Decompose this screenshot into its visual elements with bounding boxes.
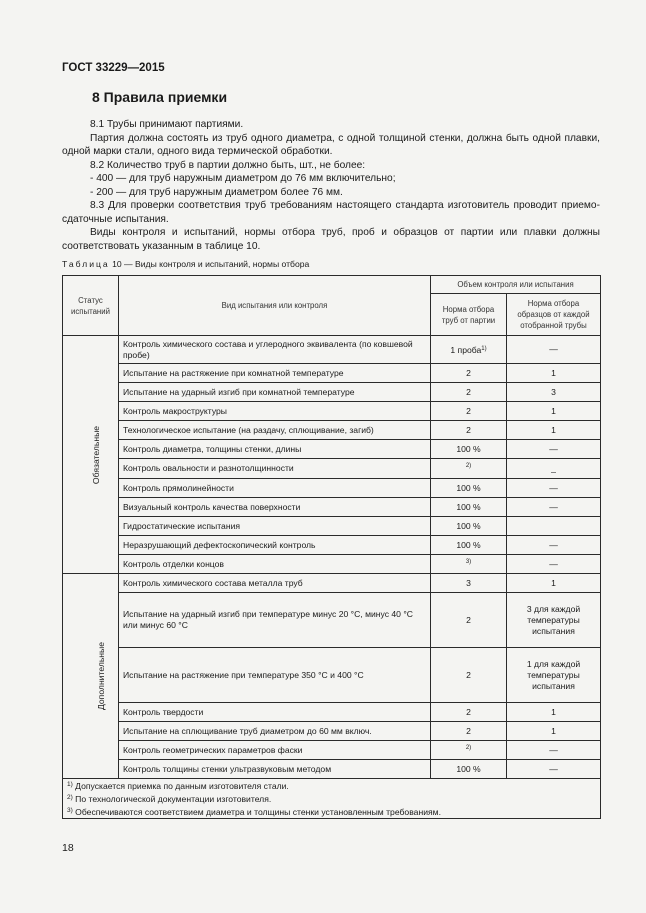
table-row xyxy=(63,459,601,479)
table-row xyxy=(63,421,601,440)
table-row xyxy=(63,364,601,383)
norm-value: 2 xyxy=(466,386,471,397)
norm-pipes-cell xyxy=(431,517,507,536)
norm-value: 2 xyxy=(466,424,471,435)
paragraph-8-1: 8.1 Трубы принимают партиями. xyxy=(90,119,244,130)
test-name-cell: Контроль геометрических параметров фаски xyxy=(119,741,431,760)
table-row xyxy=(63,402,601,421)
norm-pipes-cell xyxy=(431,760,507,779)
norm-samples-cell: 1 xyxy=(507,402,601,421)
footnote xyxy=(67,805,596,818)
norm-samples-cell: 3 для каждой температуры испытания xyxy=(507,593,601,648)
norm-samples-cell: — xyxy=(507,440,601,459)
test-name-cell: Контроль твердости xyxy=(119,703,431,722)
norm-samples-cell: — xyxy=(507,555,601,574)
norm-samples-cell: — xyxy=(507,479,601,498)
table-caption xyxy=(62,259,309,269)
norm-pipes-cell xyxy=(431,440,507,459)
norm-value: 1 проба xyxy=(450,344,482,355)
header-norm-pipes: Норма отбора труб от партии xyxy=(431,294,507,336)
norm-pipes-cell xyxy=(431,574,507,593)
footnote xyxy=(67,792,596,805)
test-name-cell: Контроль химического состава металла труб xyxy=(119,574,431,593)
header-norm-samples: Норма отбора образцов от каждой отобранной трубы xyxy=(507,294,601,336)
status-label: Дополнительные xyxy=(96,641,107,711)
table-row xyxy=(63,722,601,741)
norm-pipes-cell xyxy=(431,364,507,383)
norm-pipes-cell xyxy=(431,336,507,364)
norm-samples-cell: — xyxy=(507,536,601,555)
norm-samples-cell: 1 xyxy=(507,574,601,593)
paragraph-table-reference: Виды контроля и испытаний, нормы отбора труб, проб и образцов от партии или плавки должны соответствовать указанным в таблице 10. xyxy=(62,227,600,252)
footnote-mark: 2) xyxy=(465,463,472,469)
norm-samples-cell: _ xyxy=(507,459,601,479)
table-row xyxy=(63,440,601,459)
norm-samples-cell: 1 для каждой температуры испытания xyxy=(507,648,601,703)
footnote-mark: 2) xyxy=(67,794,73,801)
footnote-mark: 1) xyxy=(481,345,487,352)
norm-pipes-cell xyxy=(431,555,507,574)
norm-samples-cell: 3 xyxy=(507,383,601,402)
test-name-cell: Гидростатические испытания xyxy=(119,517,431,536)
norm-samples-cell: 1 xyxy=(507,703,601,722)
status-cell xyxy=(63,574,119,779)
footnote-mark: 3) xyxy=(67,807,73,814)
table-row xyxy=(63,498,601,517)
paragraph-batch-definition: Партия должна состоять из труб одного диаметра, с одной толщиной стенки, должна быть одной плавки, одной марки стали, одного вида термической обработки. xyxy=(62,132,600,157)
norm-pipes-cell xyxy=(431,383,507,402)
norm-pipes-cell xyxy=(431,722,507,741)
test-name-cell: Контроль прямолинейности xyxy=(119,479,431,498)
table-caption-prefix: Таблица xyxy=(62,259,110,269)
norm-pipes-cell xyxy=(431,479,507,498)
norm-value: 2 xyxy=(466,706,471,717)
list-item-400: - 400 — для труб наружным диаметром до 76 мм включительно; xyxy=(90,173,396,184)
table-row xyxy=(63,383,601,402)
norm-samples-cell: — xyxy=(507,760,601,779)
status-label: Обязательные xyxy=(91,425,102,484)
header-test-type: Вид испытания или контроля xyxy=(119,276,431,336)
section-body xyxy=(62,118,600,253)
test-name-cell: Визуальный контроль качества поверхности xyxy=(119,498,431,517)
table-row xyxy=(63,760,601,779)
norm-pipes-cell xyxy=(431,459,507,479)
norm-pipes-cell xyxy=(431,741,507,760)
norm-pipes-cell xyxy=(431,498,507,517)
footnote-text: Допускается приемка по данным изготовителя стали. xyxy=(72,781,289,791)
norm-pipes-cell xyxy=(431,593,507,648)
footnote-mark: 1) xyxy=(67,781,73,788)
table-row xyxy=(63,555,601,574)
test-name-cell: Испытание на растяжение при температуре 350 °С и 400 °С xyxy=(119,648,431,703)
norm-value: 2 xyxy=(466,614,471,625)
norm-samples-cell xyxy=(507,517,601,536)
norm-value: 100 % xyxy=(456,501,481,512)
norm-pipes-cell xyxy=(431,703,507,722)
norm-value: 100 % xyxy=(456,763,481,774)
norm-value: 2 xyxy=(466,669,471,680)
norm-samples-cell: 1 xyxy=(507,421,601,440)
norm-value: 2 xyxy=(466,367,471,378)
norm-samples-cell: — xyxy=(507,498,601,517)
table-row xyxy=(63,574,601,593)
norm-samples-cell: — xyxy=(507,741,601,760)
footnote-mark: 3) xyxy=(465,558,472,565)
test-name-cell: Испытание на растяжение при комнатной температуре xyxy=(119,364,431,383)
table-row xyxy=(63,536,601,555)
test-name-cell: Испытание на сплющивание труб диаметром до 60 мм включ. xyxy=(119,722,431,741)
norm-value: 100 % xyxy=(456,520,481,531)
footnote-text: Обеспечиваются соответствием диаметра и толщины стенки установленным требованиям. xyxy=(72,807,441,817)
norm-pipes-cell xyxy=(431,402,507,421)
norm-samples-cell: — xyxy=(507,336,601,364)
footnotes-row xyxy=(63,779,601,819)
paragraph-8-2: 8.2 Количество труб в партии должно быть, шт., не более: xyxy=(90,159,366,171)
table-row xyxy=(63,648,601,703)
section-title: 8 Правила приемки xyxy=(92,89,228,105)
table-caption-text: 10 — Виды контроля и испытаний, нормы отбора xyxy=(112,259,310,269)
test-name-cell: Контроль отделки концов xyxy=(119,555,431,574)
test-name-cell: Неразрушающий дефектоскопический контроль xyxy=(119,536,431,555)
table-row xyxy=(63,703,601,722)
norm-pipes-cell xyxy=(431,421,507,440)
norm-samples-cell: 1 xyxy=(507,722,601,741)
page-number: 18 xyxy=(62,842,74,854)
norm-value: 100 % xyxy=(456,482,481,493)
norm-value: 2 xyxy=(466,405,471,416)
norm-samples-cell: 1 xyxy=(507,364,601,383)
footnote-mark: 2) xyxy=(465,744,472,751)
norm-pipes-cell xyxy=(431,536,507,555)
list-item-200: - 200 — для труб наружным диаметром более 76 мм. xyxy=(90,186,343,198)
test-name-cell: Контроль макроструктуры xyxy=(119,402,431,421)
test-name-cell: Испытание на ударный изгиб при температуре минус 20 °С, минус 40 °С или минус 60 °С xyxy=(119,593,431,648)
inspection-table xyxy=(62,275,601,819)
test-name-cell: Испытание на ударный изгиб при комнатной температуре xyxy=(119,383,431,402)
norm-value: 2 xyxy=(466,725,471,736)
footnote xyxy=(67,779,596,792)
document-code-header: ГОСТ 33229—2015 xyxy=(62,62,165,74)
header-status: Статус испытаний xyxy=(63,276,119,336)
norm-value: 3 xyxy=(466,577,471,588)
header-volume: Объем контроля или испытания xyxy=(431,276,601,294)
table-row xyxy=(63,593,601,648)
test-name-cell: Контроль толщины стенки ультразвуковым методом xyxy=(119,760,431,779)
status-cell xyxy=(63,336,119,574)
footnotes-cell xyxy=(63,779,601,819)
test-name-cell: Технологическое испытание (на раздачу, сплющивание, загиб) xyxy=(119,421,431,440)
norm-pipes-cell xyxy=(431,648,507,703)
test-name-cell: Контроль диаметра, толщины стенки, длины xyxy=(119,440,431,459)
norm-value: 100 % xyxy=(456,539,481,550)
test-name-cell: Контроль овальности и разнотолщинности xyxy=(119,459,431,479)
table-row xyxy=(63,741,601,760)
norm-value: 100 % xyxy=(456,443,481,454)
test-name-cell: Контроль химического состава и углеродного эквивалента (по ковшевой пробе) xyxy=(119,336,431,364)
table-row xyxy=(63,517,601,536)
table-row xyxy=(63,336,601,364)
footnote-text: По технологической документации изготовителя. xyxy=(72,794,272,804)
table-row xyxy=(63,479,601,498)
paragraph-8-3: 8.3 Для проверки соответствия труб требованиям настоящего стандарта изготовитель проводит приемо-сдаточные испытания. xyxy=(62,200,600,225)
